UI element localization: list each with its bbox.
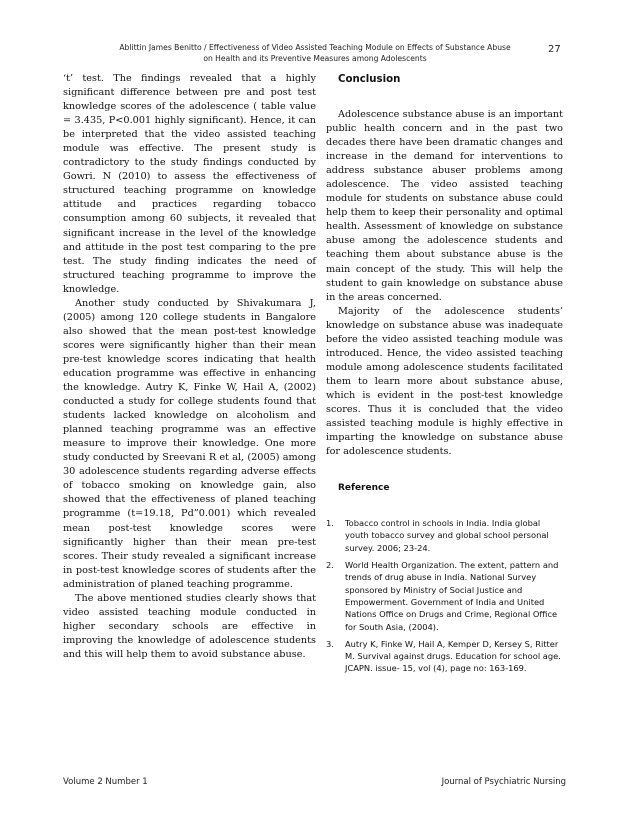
conclusion-paragraph: Adolescence substance abuse is an important public health concern and in the past two decades there have been dramatic changes and increase in the demand for interventions to address substance abuser problems among adolescence. The video assisted teaching module for students on substance abuse could help them to keep their personality and optimal health. Assessment of knowledge on substance abuse among the adolescence students and teaching them about substance abuse is the main concept of the study. This will help the student to gain knowledge on substance abuse in the areas concerned. — [326, 109, 563, 303]
reference-text: World Health Organization. The extent, pattern and trends of drug abuse in India. National Survey sponsored by Ministry of Social Justice and Empowerment. Government of India and United Nations Office on Drugs and Crime, Regional Office for South Asia, (2004). — [345, 560, 559, 632]
running-title-line-2: on Health and its Preventive Measures among Adolescents — [203, 54, 427, 63]
running-title-line-1: Ablittin James Benitto / Effectiveness of Video Assisted Teaching Module on Effects of Substance Abuse — [119, 43, 511, 52]
reference-item — [326, 559, 563, 633]
reference-text: Tobacco control in schools in India. India global youth tobacco survey and global school personal survey. 2006; 23-24. — [345, 518, 549, 553]
reference-number: 1. — [326, 518, 334, 529]
conclusion-paragraph: Majority of the adolescence students’ knowledge on substance abuse was inadequate before the video assisted teaching module was introduced. Hence, the video assisted teaching module among adolescence students facilitated them to learn more about substance abuse, which is evident in the post-test knowledge scores. Thus it is concluded that the video assisted teaching module is highly effective in imparting the knowledge on substance abuse for adolescence students. — [326, 305, 563, 458]
footer-volume: Volume 2 Number 1 — [63, 777, 148, 787]
reference-text: Autry K, Finke W, Hail A, Kemper D, Kersey S, Ritter M. Survival against drugs. Education for school age. JCAPN. issue- 15, vol (4), page no: 163-169. — [345, 638, 561, 674]
reference-item — [326, 517, 563, 554]
reference-item — [326, 638, 563, 675]
left-column — [63, 72, 316, 662]
body-paragraph: The above mentioned studies clearly shows that video assisted teaching module conducted in higher secondary schools are effective in improving the knowledge of adolescence students and this will help them to avoid substance abuse. — [63, 592, 316, 660]
reference-number: 3. — [326, 638, 334, 649]
body-paragraph: Another study conducted by Shivakumara J, (2005) among 120 college students in Bangalore also showed that the mean post-test knowledge scores were significantly higher than their mean pre-test knowledge scores indicating that health education programme was effective in enhancing the knowledge. Autry K, Finke W, Hail A, (2002) conducted a study for college students found that students lacked knowledge on alcoholism and planned teaching programme was an effective measure to improve their knowledge. One more study conducted by Sreevani R et al, (2005) among 30 adolescence students regarding adverse effects of tobacco smoking on knowledge gain, also showed that the effectiveness of planed teaching programme (t=19.18, Pd”0.001) which revealed mean post-test knowledge scores were significantly higher than their mean pre-test scores. Their study revealed a significant increase in post-test knowledge scores of students after the administration of planed teaching programme. — [63, 297, 316, 590]
reference-list — [326, 517, 563, 675]
right-column — [326, 72, 563, 680]
body-paragraph: ‘t’ test. The findings revealed that a highly significant difference between pre and post test knowledge scores of the adolescence ( table value = 3.435, P<0.001 highly significant). Hence, it can be interpreted that the video assisted teaching module was effective. The present study is contradictory to the study findings conducted by Gowri. N (2010) to assess the effectiveness of structured teaching programme on knowledge attitude and practices regarding tobacco consumption among 60 subjects, it revealed that significant increase in the level of the knowledge and attitude in the post test comparing to the pre test. The study finding indicates the need of structured teaching programme to improve the knowledge. — [63, 73, 316, 295]
reference-heading: Reference — [338, 483, 390, 494]
reference-number: 2. — [326, 560, 334, 571]
conclusion-heading: Conclusion — [338, 74, 401, 85]
page-number: 27 — [548, 44, 561, 55]
running-header — [95, 42, 535, 64]
footer-journal: Journal of Psychiatric Nursing — [441, 777, 566, 787]
